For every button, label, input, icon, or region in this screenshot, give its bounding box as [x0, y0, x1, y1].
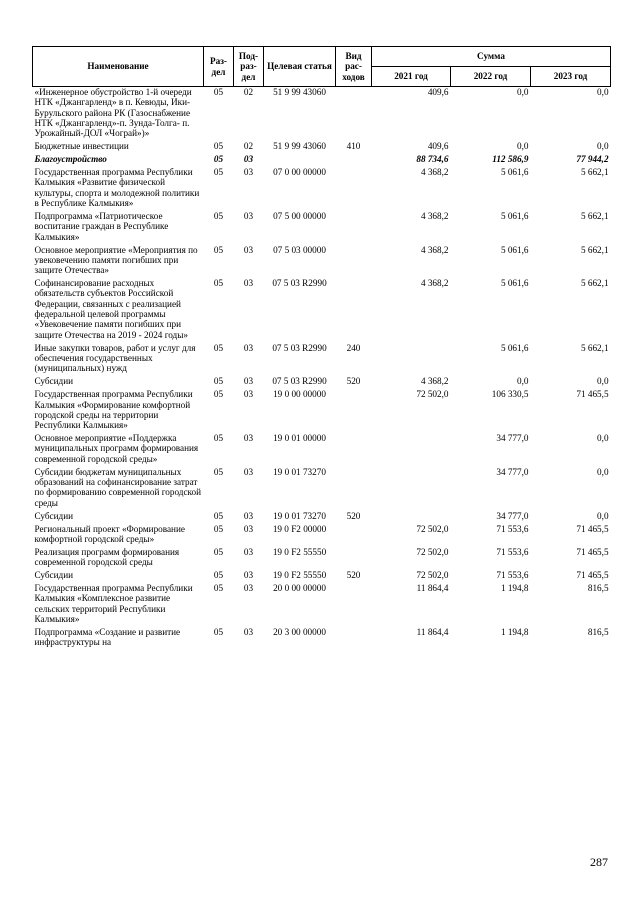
row-section: 05	[213, 87, 224, 97]
row-name: Бюджетные инвестиции	[34, 141, 129, 152]
row-sum-2021: 4 368,2	[420, 376, 449, 387]
row-expense-type	[336, 154, 372, 167]
row-subsection: 03	[243, 546, 254, 557]
row-name: Государственная программа Республики Калмыкия «Развитие физической культуры, спорта и молодежной политики в Республике Калмыкия»	[34, 167, 200, 209]
row-section: 05	[213, 141, 224, 152]
row-sum-2023: 5 662,1	[580, 244, 609, 255]
table-header	[33, 47, 611, 87]
row-expense-type: 240	[346, 342, 361, 353]
row-expense-type: 520	[346, 510, 361, 521]
row-sum-2022: 34 777,0	[496, 510, 529, 521]
header-expense-type: Вид рас-ходов	[336, 47, 372, 87]
row-name: Софинансирование расходных обязательств субъектов Российской Федерации, связанных с реализацией федеральной целевой программы «Увековечение памяти погибших при защите Отечества на 2019 - 2024 годы»	[34, 278, 188, 340]
row-name: Субсидии	[34, 570, 74, 581]
row-expense-type	[336, 583, 372, 627]
row-name: Государственная программа Республики Калмыкия «Формирование комфортной городской среды на территории Республики Калмыкия»	[34, 389, 193, 431]
row-sum-2021: 88 734,6	[416, 154, 449, 165]
header-section: Раз-дел	[204, 47, 234, 87]
row-name: Подпрограмма «Патриотическое воспитание граждан в Республике Калмыкия»	[34, 211, 169, 242]
row-subsection: 03	[243, 154, 254, 165]
row-section: 05	[213, 433, 224, 444]
table-row	[33, 141, 611, 154]
row-expense-type	[336, 245, 372, 279]
row-section: 05	[213, 154, 224, 165]
row-sum-2022: 71 553,6	[496, 570, 529, 581]
row-sum-2023: 77 944,2	[576, 154, 609, 165]
row-subsection: 03	[243, 389, 254, 400]
row-sum-2021: 72 502,0	[416, 546, 449, 557]
row-subsection: 03	[243, 342, 254, 353]
table-row	[33, 433, 611, 467]
row-sum-2021	[372, 343, 451, 377]
row-expense-type	[336, 211, 372, 245]
row-name: Реализация программ формирования современной городской среды	[34, 546, 180, 568]
row-sum-2022: 0,0	[517, 87, 529, 97]
row-name: Региональный проект «Формирование комфортной городской среды»	[34, 523, 185, 544]
row-sum-2022: 5 061,6	[500, 342, 529, 353]
table-row	[33, 154, 611, 167]
row-name: Субсидии бюджетам муниципальных образований на софинансирование затрат по формированию современной городской среды	[34, 466, 202, 508]
row-subsection: 03	[243, 510, 254, 521]
row-expense-type	[336, 627, 372, 650]
row-name: Благоустройство	[34, 154, 107, 165]
row-sum-2023: 5 662,1	[580, 167, 609, 178]
header-year-2023: 2023 год	[531, 67, 611, 87]
row-section: 05	[213, 546, 224, 557]
header-name: Наименование	[33, 47, 204, 87]
row-section: 05	[213, 376, 224, 387]
row-sum-2021: 11 864,4	[416, 626, 449, 637]
row-section: 05	[213, 244, 224, 255]
row-section: 05	[213, 278, 224, 289]
row-sum-2021: 11 864,4	[416, 583, 449, 594]
row-sum-2023: 5 662,1	[580, 211, 609, 222]
row-name: Основное мероприятие «Поддержка муниципальных программ формирования современной городской среды»	[34, 433, 199, 464]
row-sum-2022: 34 777,0	[496, 433, 529, 444]
row-expense-type	[336, 433, 372, 467]
row-subsection: 03	[243, 211, 254, 222]
row-target-code: 07 5 03 R2990	[272, 376, 327, 387]
row-sum-2022: 1 194,8	[500, 583, 529, 594]
table-row	[33, 627, 611, 650]
row-name: Субсидии	[34, 510, 74, 521]
row-sum-2022: 71 553,6	[496, 523, 529, 534]
row-sum-2023: 0,0	[597, 466, 609, 477]
row-section: 05	[213, 211, 224, 222]
row-subsection: 03	[243, 523, 254, 534]
row-sum-2022: 5 061,6	[500, 278, 529, 289]
row-section: 05	[213, 466, 224, 477]
row-sum-2023: 71 465,5	[576, 570, 609, 581]
header-subsection: Под-раз-дел	[234, 47, 264, 87]
row-sum-2022: 34 777,0	[496, 466, 529, 477]
row-sum-2023: 816,5	[587, 583, 609, 594]
header-sum: Сумма	[372, 47, 611, 67]
row-target-code: 07 0 00 00000	[273, 167, 326, 178]
page-number: 287	[590, 855, 608, 869]
row-expense-type	[336, 278, 372, 342]
row-sum-2022: 5 061,6	[500, 211, 529, 222]
row-sum-2022: 0,0	[517, 376, 529, 387]
row-expense-type: 520	[346, 376, 361, 387]
row-expense-type: 520	[346, 570, 361, 581]
row-target-code	[264, 154, 336, 167]
table-row	[33, 467, 611, 511]
table-row	[33, 211, 611, 245]
row-sum-2023: 71 465,5	[576, 546, 609, 557]
header-year-2022: 2022 год	[451, 67, 531, 87]
row-sum-2022: 5 061,6	[500, 167, 529, 178]
row-target-code: 19 0 01 00000	[273, 433, 326, 444]
row-sum-2022: 106 330,5	[491, 389, 529, 400]
row-target-code: 19 0 01 73270	[273, 466, 326, 477]
row-name: Государственная программа Республики Калмыкия «Комплексное развитие сельских территорий Республики Калмыкия»	[34, 583, 193, 624]
row-sum-2023: 0,0	[597, 433, 609, 444]
row-sum-2023: 71 465,5	[576, 389, 609, 400]
row-sum-2021: 4 368,2	[420, 211, 449, 222]
row-subsection: 02	[243, 87, 254, 97]
row-sum-2023: 0,0	[597, 376, 609, 387]
row-sum-2021: 72 502,0	[416, 523, 449, 534]
row-section: 05	[213, 389, 224, 400]
row-name: Иные закупки товаров, работ и услуг для обеспечения государственных (муниципальных) нужд	[34, 342, 196, 374]
row-sum-2022: 1 194,8	[500, 626, 529, 637]
row-sum-2021	[372, 511, 451, 524]
row-section: 05	[213, 510, 224, 521]
row-target-code: 19 0 00 00000	[273, 389, 326, 400]
row-target-code: 07 5 03 R2990	[272, 278, 327, 289]
row-name: Основное мероприятие «Мероприятия по увековечению памяти погибших при защите Отечества»	[34, 244, 198, 276]
header-target: Целевая статья	[264, 47, 336, 87]
row-target-code: 19 0 F2 00000	[272, 523, 327, 534]
row-sum-2023: 5 662,1	[580, 278, 609, 289]
row-subsection: 03	[243, 570, 254, 581]
row-sum-2021: 4 368,2	[420, 167, 449, 178]
table-row	[33, 583, 611, 627]
row-sum-2023: 816,5	[587, 626, 609, 637]
row-subsection: 03	[243, 376, 254, 387]
table-row	[33, 278, 611, 342]
table-row	[33, 245, 611, 279]
row-expense-type	[336, 389, 372, 433]
row-subsection: 03	[243, 278, 254, 289]
row-expense-type	[336, 167, 372, 211]
table-row	[33, 389, 611, 433]
row-section: 05	[213, 626, 224, 637]
row-target-code: 19 0 01 73270	[273, 510, 326, 521]
header-year-2021: 2021 год	[372, 67, 451, 87]
row-sum-2023: 0,0	[597, 141, 609, 152]
row-target-code: 20 3 00 00000	[273, 626, 326, 637]
row-subsection: 03	[243, 626, 254, 637]
table-row	[33, 343, 611, 377]
row-subsection: 03	[243, 244, 254, 255]
row-section: 05	[213, 342, 224, 353]
row-target-code: 51 9 99 43060	[273, 87, 326, 97]
row-target-code: 19 0 F2 55550	[272, 546, 327, 557]
row-sum-2022: 5 061,6	[500, 244, 529, 255]
row-target-code: 07 5 03 00000	[273, 244, 326, 255]
table-row	[33, 547, 611, 570]
row-expense-type	[336, 524, 372, 547]
row-subsection: 03	[243, 583, 254, 594]
row-subsection: 02	[243, 141, 254, 152]
row-sum-2022: 112 586,9	[492, 154, 529, 165]
row-sum-2021: 4 368,2	[420, 244, 449, 255]
row-section: 05	[213, 570, 224, 581]
row-expense-type	[336, 87, 372, 142]
row-sum-2021: 409,6	[427, 141, 449, 152]
row-expense-type	[336, 547, 372, 570]
row-section: 05	[213, 167, 224, 178]
table-row	[33, 167, 611, 211]
row-sum-2023: 5 662,1	[580, 342, 609, 353]
row-expense-type: 410	[346, 141, 361, 152]
row-sum-2023: 0,0	[597, 87, 609, 97]
row-target-code: 07 5 00 00000	[273, 211, 326, 222]
row-sum-2021: 72 502,0	[416, 570, 449, 581]
row-sum-2021	[372, 433, 451, 467]
row-sum-2021	[372, 467, 451, 511]
row-name: «Инженерное обустройство 1-й очереди НТК «Джангарленд» в п. Кевюды, Ики-Бурульского района РК (Газоснабжение НТК «Джангарленд»-п. Зунда-Толга- п. Урожайный-ДОЛ «Чограй»)»	[34, 87, 192, 139]
table-row	[33, 511, 611, 524]
row-sum-2021: 72 502,0	[416, 389, 449, 400]
table-row	[33, 87, 611, 142]
row-sum-2022: 0,0	[517, 141, 529, 152]
row-target-code: 19 0 F2 55550	[272, 570, 327, 581]
row-subsection: 03	[243, 433, 254, 444]
row-target-code: 20 0 00 00000	[273, 583, 326, 594]
row-target-code: 07 5 03 R2990	[272, 342, 327, 353]
table-row	[33, 376, 611, 389]
row-sum-2021: 4 368,2	[420, 278, 449, 289]
table-row	[33, 524, 611, 547]
row-section: 05	[213, 583, 224, 594]
row-sum-2023: 0,0	[597, 510, 609, 521]
table-body	[33, 87, 611, 651]
row-name: Подпрограмма «Создание и развитие инфраструктуры на	[34, 626, 181, 648]
row-target-code: 51 9 99 43060	[273, 141, 326, 152]
row-section: 05	[213, 523, 224, 534]
budget-table	[32, 46, 611, 650]
row-sum-2021: 409,6	[427, 87, 449, 97]
row-sum-2023: 71 465,5	[576, 523, 609, 534]
row-sum-2022: 71 553,6	[496, 546, 529, 557]
row-subsection: 03	[243, 167, 254, 178]
row-subsection: 03	[243, 466, 254, 477]
table-row	[33, 570, 611, 583]
row-name: Субсидии	[34, 376, 74, 387]
row-expense-type	[336, 467, 372, 511]
